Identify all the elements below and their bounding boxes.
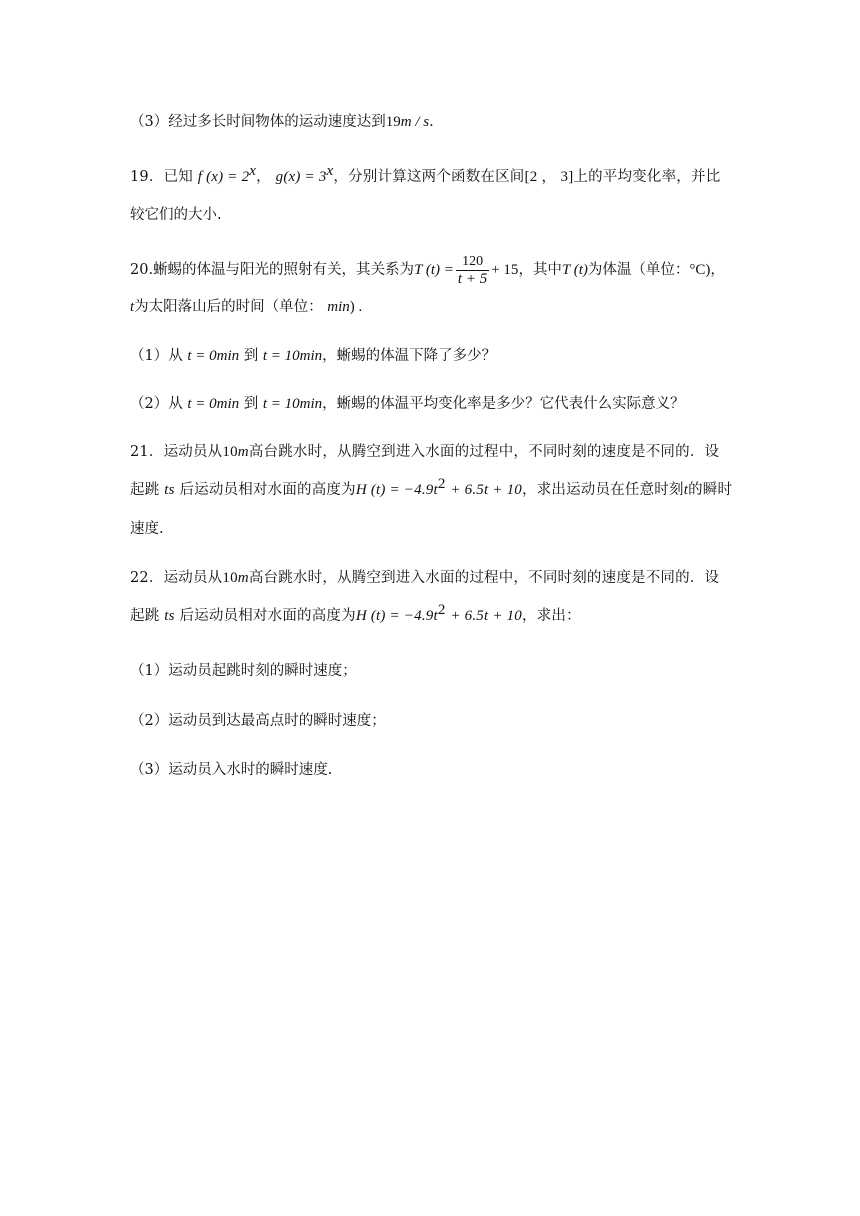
q22-part2 — [130, 710, 740, 732]
q19-f-exp: x — [249, 163, 257, 179]
q21-line2-mid: 后运动员相对水面的高度为 — [179, 482, 356, 498]
q22-line2-post: ，求出： — [522, 608, 581, 624]
q20-part1 — [130, 345, 740, 367]
q21-H-lhs: H (t) = −4.9t — [355, 482, 438, 498]
q20-part2-t0: t = 0min — [187, 396, 240, 412]
q19-number: 19． — [130, 169, 164, 185]
q20-pre: 蜥蜴的体温与阳光的照射有关，其关系为 — [153, 262, 415, 278]
q22-line1 — [130, 567, 740, 589]
q20-T-t: T (t) — [561, 262, 588, 278]
q20-frac-num: 120 — [456, 253, 489, 271]
q20-part2-to: 到 — [243, 396, 259, 412]
q18-value: 19 — [385, 114, 401, 130]
q20-line2-var: t — [130, 299, 135, 315]
q22-line2 — [130, 602, 740, 627]
q21-line3 — [130, 518, 740, 540]
q19-g-exp: x — [326, 163, 334, 179]
q20-line2 — [130, 296, 740, 318]
q19-line2-text: 较它们的大小. — [130, 207, 222, 223]
q20-part2-text: ，蜥蜴的体温平均变化率是多少？它代表什么实际意义？ — [322, 396, 685, 412]
q21-h-unit: m — [237, 444, 249, 460]
q19-mid: ，分别计算这两个函数在区间 — [333, 169, 525, 185]
q22-h: 10 — [222, 570, 238, 586]
q20-mid: ，其中 — [518, 262, 562, 278]
q20-part2-t10: t = 10min — [262, 396, 323, 412]
q19-post: 上的平均变化率，并比 — [573, 169, 721, 185]
q22-part3 — [130, 759, 740, 781]
q20-T-lhs: T (t) = — [414, 262, 454, 278]
q21-H-rest: + 6.5t + 10 — [450, 482, 522, 498]
q20-number: 20. — [130, 262, 154, 278]
q22-pre: 运动员从 — [163, 570, 223, 586]
q20-part1-text: ，蜥蜴的体温下降了多少？ — [322, 348, 497, 364]
q21-line2-pre: 起跳 — [130, 482, 160, 498]
q22-H-exp: 2 — [437, 602, 446, 618]
q22-part1 — [130, 660, 740, 682]
q19-interval: [2 ， 3] — [524, 169, 574, 185]
q21-line1 — [130, 441, 740, 463]
q22-part1-text: （1）运动员起跳时刻的瞬时速度； — [130, 663, 357, 679]
q20-line2-end: ) . — [349, 299, 363, 315]
q19-f: f (x) = 2 — [197, 169, 250, 185]
q18-part3-label: （3） — [130, 114, 169, 130]
q18-end: . — [429, 114, 434, 130]
q22-line1-rest: 高台跳水时，从腾空到进入水面的过程中，不同时刻的速度是不同的．设 — [248, 570, 720, 586]
q22-h-unit: m — [237, 570, 249, 586]
q21-h: 10 — [222, 444, 238, 460]
q22-part3-text: （3）运动员入水时的瞬时速度. — [130, 762, 333, 778]
q20-part2 — [130, 393, 740, 415]
q19-pre: 已知 — [163, 169, 193, 185]
q19-sep: ， — [256, 169, 271, 185]
q20-part1-t10: t = 10min — [262, 348, 323, 364]
q21-pre: 运动员从 — [163, 444, 223, 460]
q20-frac-den: t + 5 — [457, 270, 488, 287]
q21-t-var: t — [683, 482, 689, 498]
q22-number: 22． — [130, 570, 164, 586]
q20-part1-label: （1） — [130, 348, 169, 364]
q21-ts: ts — [164, 482, 175, 498]
q20-end: ， — [710, 262, 725, 278]
q21-number: 21． — [130, 444, 164, 460]
q22-line2-pre: 起跳 — [130, 608, 160, 624]
q22-ts: ts — [164, 608, 175, 624]
q18-unit: m / s — [400, 114, 430, 130]
q20-part1-t0: t = 0min — [187, 348, 240, 364]
q19-line1 — [130, 163, 740, 188]
q21-line2 — [130, 476, 740, 501]
q20-part2-from: 从 — [168, 396, 183, 412]
q21-line2-post: ，求出运动员在任意时刻 — [522, 482, 684, 498]
q22-H-rest: + 6.5t + 10 — [450, 608, 522, 624]
q20-line2-unit: min — [327, 299, 350, 315]
q21-line2-end: 的瞬时 — [688, 482, 733, 498]
q20-line1 — [130, 248, 740, 292]
q22-H-lhs: H (t) = −4.9t — [355, 608, 438, 624]
q18-part3-text: 经过多长时间物体的运动速度达到 — [168, 114, 386, 130]
q21-H-exp: 2 — [437, 476, 446, 492]
q20-deg: °C) — [689, 262, 711, 278]
q22-line2-mid: 后运动员相对水面的高度为 — [179, 608, 356, 624]
q20-mid2: 为体温（单位： — [587, 262, 690, 278]
q19-line2 — [130, 204, 740, 226]
q21-line1-rest: 高台跳水时，从腾空到进入水面的过程中，不同时刻的速度是不同的．设 — [248, 444, 720, 460]
q20-line2-text: 为太阳落山后的时间（单位： — [134, 299, 323, 315]
q20-part1-from: 从 — [168, 348, 183, 364]
q20-fraction — [456, 253, 489, 288]
q20-part1-to: 到 — [243, 348, 259, 364]
q22-part2-text: （2）运动员到达最高点时的瞬时速度； — [130, 713, 386, 729]
q20-part2-label: （2） — [130, 396, 169, 412]
q20-plus: + 15 — [491, 262, 519, 278]
q19-g: g(x) = 3 — [275, 169, 327, 185]
q21-line3-text: 速度. — [130, 521, 164, 537]
q18-part3 — [130, 111, 740, 133]
